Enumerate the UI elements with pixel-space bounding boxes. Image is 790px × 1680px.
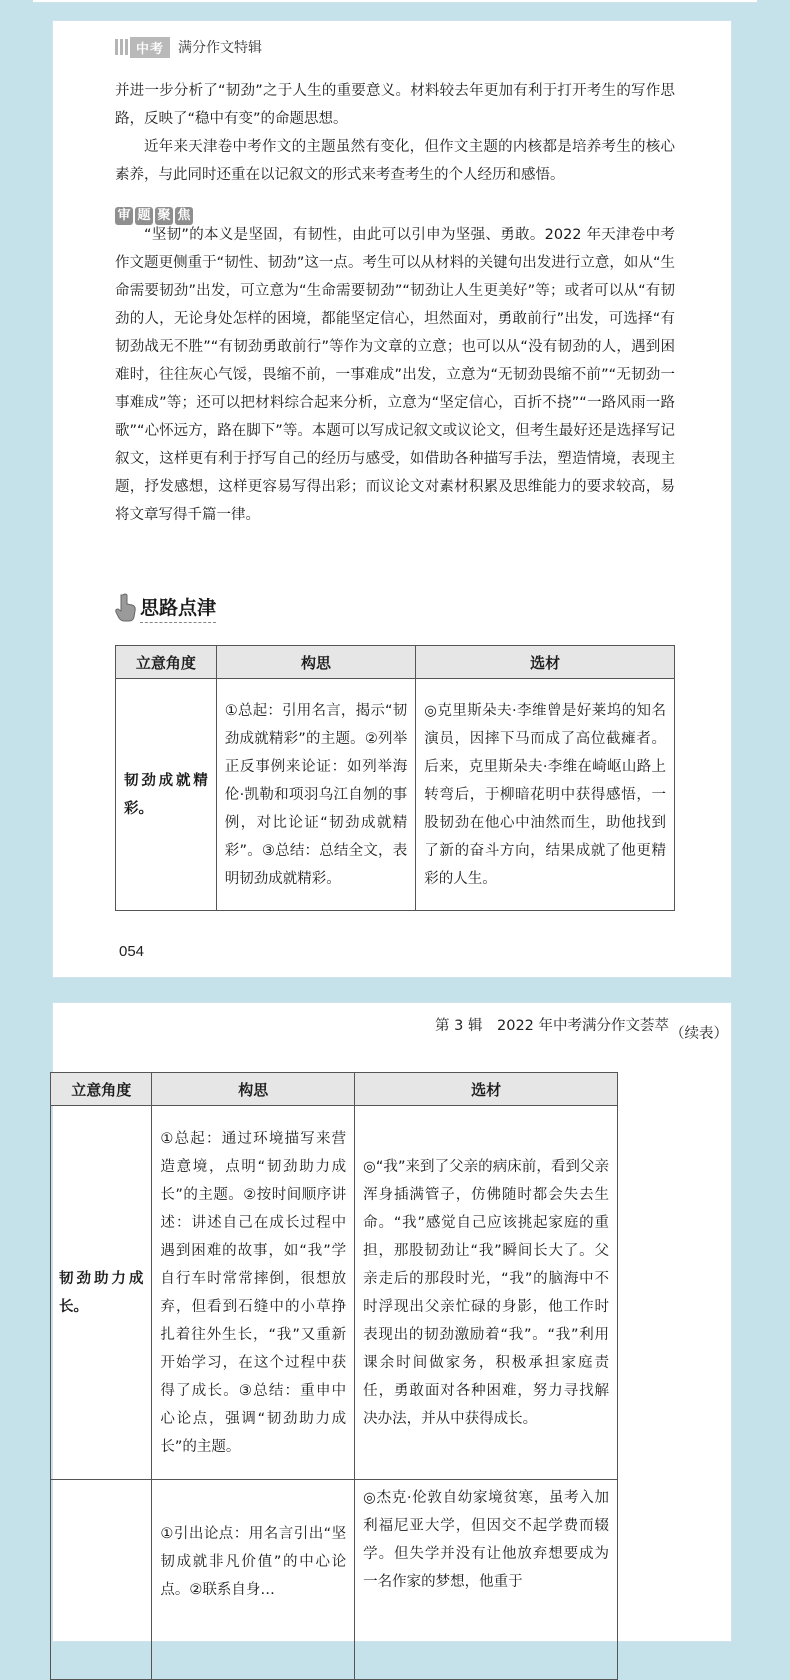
table-row <box>51 1106 618 1480</box>
paragraph-2: 近年来天津卷中考作文的主题虽然有变化，但作文主题的内核都是培养考生的核心素养，与此同时还重在以记叙文的形式来考查考生的个人经历和感悟。 <box>115 139 675 183</box>
book-page-054 <box>52 20 732 978</box>
previous-page-edge <box>33 0 757 3</box>
table-row <box>116 679 675 911</box>
cell-angle <box>51 1480 152 1680</box>
cell-material: ◎克里斯朵夫·李维曾是好莱坞的知名演员，因摔下马而成了高位截瘫者。后来，克里斯朵夫·李维在崎岖山路上转弯后，于柳暗花明中获得感悟，一股韧劲在他心中油然而生，助他找到了新的奋斗方向，结果成就了他更精彩的人生。 <box>416 679 675 911</box>
page-number: 054 <box>119 943 145 960</box>
idea-table <box>115 645 675 911</box>
column-header-material: 选材 <box>355 1073 618 1106</box>
section-tag-char: 焦 <box>175 207 193 225</box>
cell-material: ◎杰克·伦敦自幼家境贫寒，虽考入加利福尼亚大学，但因交不起学费而辍学。但失学并没有让他放弃想要成为一名作家的梦想，他重于 <box>355 1480 618 1680</box>
cell-idea: ①总起：通过环境描写来营造意境，点明“韧劲助力成长”的主题。②按时间顺序讲述：讲述自己在成长过程中遇到困难的故事，如“我”学自行车时常常摔倒，很想放弃，但看到石缝中的小草挣扎着往外生长，“我”又重新开始学习，在这个过程中获得了成长。③总结：重申中心论点，强调“韧劲助力成长”的主题。 <box>152 1106 355 1480</box>
header-tag: 中考 <box>130 37 170 58</box>
pointing-hand-icon <box>115 593 137 623</box>
cell-material: ◎“我”来到了父亲的病床前，看到父亲浑身插满管子，仿佛随时都会失去生命。“我”感觉自己应该挑起家庭的重担，那股韧劲让“我”瞬间长大了。父亲走后的那段时光，“我”的脑海中不时浮现出父亲忙碌的身影，他工作时表现出的韧劲激励着“我”。“我”利用课余时间做家务，积极承担家庭责任，勇敢面对各种困难，努力寻找解决办法，并从中获得成长。 <box>355 1106 618 1480</box>
cell-angle: 韧劲成就精彩。 <box>116 679 217 911</box>
section-heading <box>115 593 216 623</box>
column-header-angle: 立意角度 <box>116 646 217 679</box>
table-header-row <box>116 646 675 679</box>
cell-idea: ①引出论点：用名言引出“坚韧成就非凡价值”的中心论点。②联系自身… <box>152 1480 355 1680</box>
table-row <box>51 1480 618 1680</box>
idea-table-continued <box>50 1072 618 1680</box>
section-tag-char: 题 <box>135 207 153 225</box>
cell-angle: 韧劲助力成长。 <box>51 1106 152 1480</box>
section-tag-char: 聚 <box>155 207 173 225</box>
column-header-idea: 构思 <box>216 646 415 679</box>
continued-label: （续表） <box>670 1026 728 1042</box>
header-title: 第 3 辑 2022 年中考满分作文荟萃 <box>435 1018 669 1034</box>
paragraph-1: 并进一步分析了“韧劲”之于人生的重要意义。材料较去年更加有利于打开考生的写作思路，反映了“稳中有变”的命题思想。 <box>115 83 675 127</box>
paragraph-3: “坚韧”的本义是坚固，有韧性，由此可以引申为坚强、勇敢。2022 年天津卷中考作文题更侧重于“韧性、韧劲”这一点。考生可以从材料的关键句出发进行立意，如从“生命需要韧劲”出发，可立意为“生命需要韧劲”“韧劲让人生更美好”等；或者可以从“有韧劲的人，无论身处怎样的困境，都能坚定信心，坦然面对，勇敢前行”出发，可选择“有韧劲战无不胜”“有韧劲勇敢前行”等作为文章的立意；也可以从“没有韧劲的人，遇到困难时，往往灰心气馁，畏缩不前，一事难成”出发，立意为“无韧劲畏缩不前”“无韧劲一事难成”等；还可以把材料综合起来分析，立意为“坚定信心，百折不挠”“一路风雨一路歌”“心怀远方，路在脚下”等。本题可以写成记叙文或议论文，但考生最好还是选择写记叙文，这样更有利于抒写自己的经历与感受，如借助各种描写手法，塑造情境，表现主题，抒发感想，这样更容易写得出彩；而议论文对素材积累及思维能力的要求较高，易将文章写得千篇一律。 <box>115 227 675 523</box>
section-heading-title: 思路点津 <box>140 593 216 623</box>
column-header-angle: 立意角度 <box>51 1073 152 1106</box>
header-title: 满分作文特辑 <box>178 40 263 56</box>
section-tag-char: 审 <box>115 207 133 225</box>
cell-idea: ①总起：引用名言，揭示“韧劲成就精彩”的主题。②列举正反事例来论证：如列举海伦·凯勒和项羽乌江自刎的事例，对比论证“韧劲成就精彩”。③总结：总结全文，表明韧劲成就精彩。 <box>216 679 415 911</box>
header-decoration <box>115 39 128 55</box>
column-header-idea: 构思 <box>152 1073 355 1106</box>
column-header-material: 选材 <box>416 646 675 679</box>
table-header-row <box>51 1073 618 1106</box>
page-header <box>115 37 262 57</box>
